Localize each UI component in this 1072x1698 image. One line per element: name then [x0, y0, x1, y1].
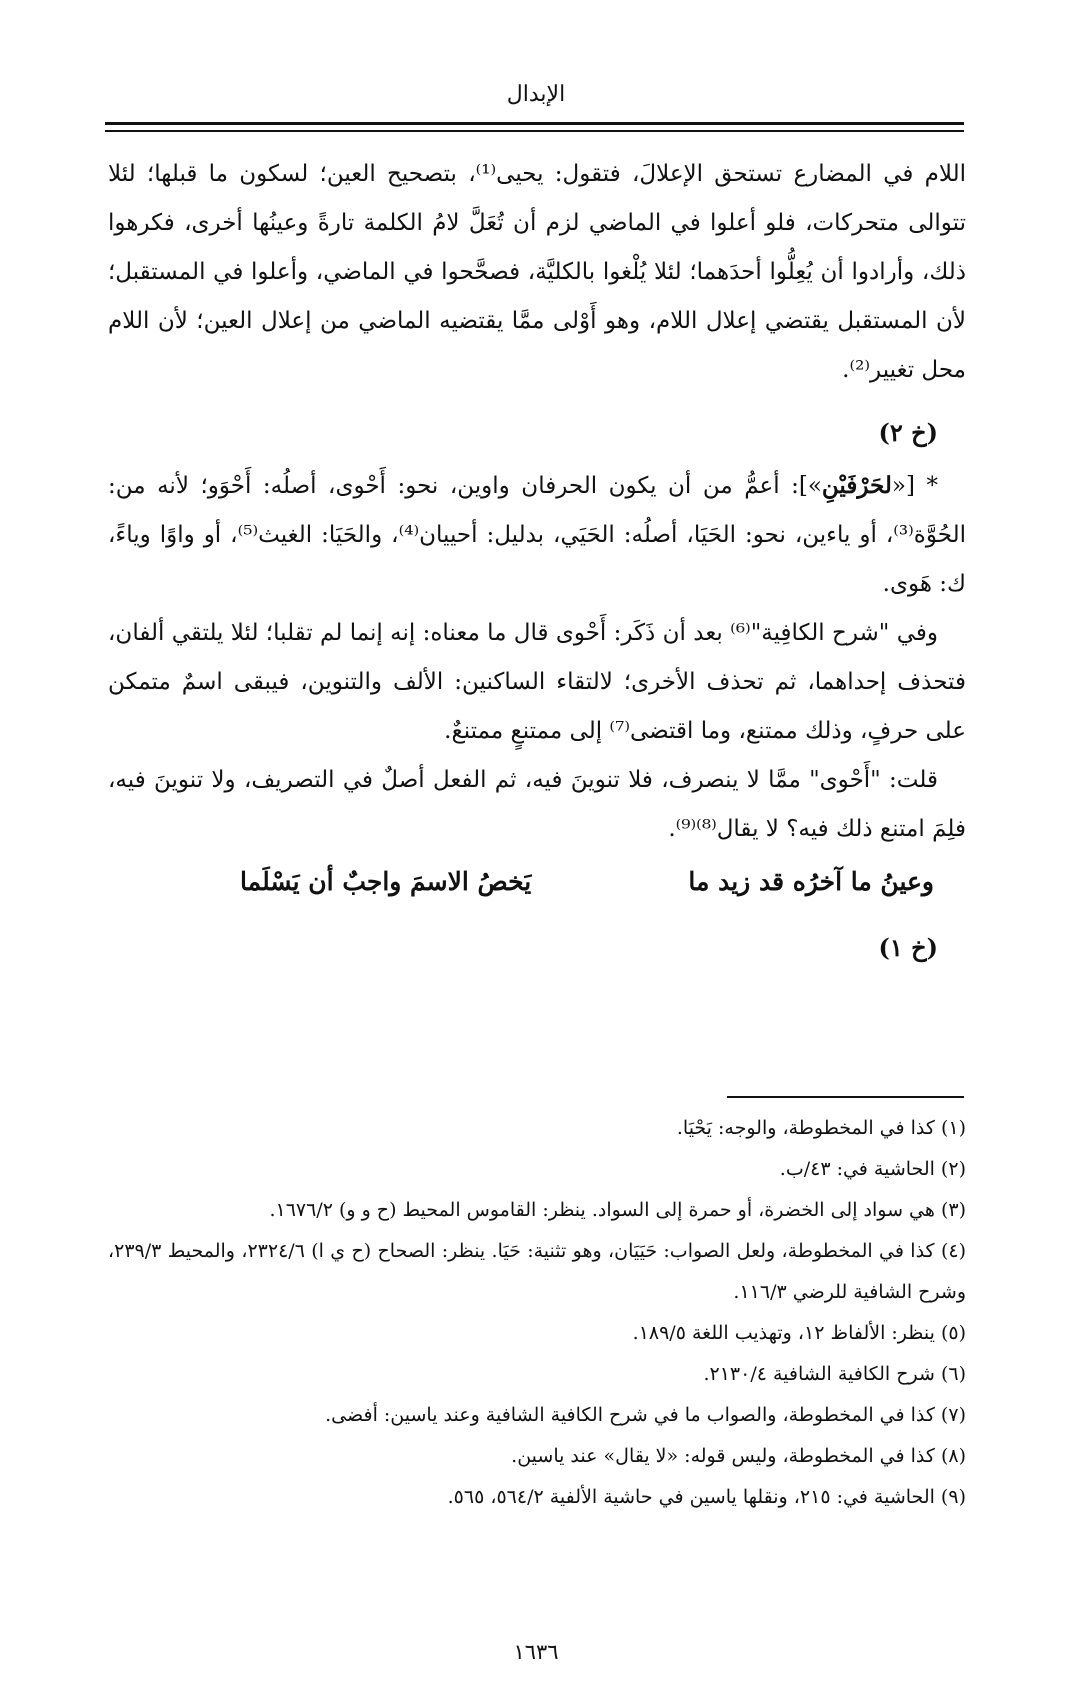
manuscript-marker: (خ ١) [878, 933, 938, 962]
footnote: (٤) كذا في المخطوطة، ولعل الصواب: حَيَيَان، وهو تثنية: حَيَا. ينظر: الصحاح (ح ي ا) ٢٣٢٤/٦، والمحيط ٢٣٩/٣، وشرح الشافية للرضي ١١٦/٣. [108, 1240, 966, 1303]
footnote: (٨) كذا في المخطوطة، وليس قوله: «لا يقال» عند ياسين. [511, 1445, 966, 1467]
header-rule-thick [105, 122, 964, 125]
footnote: (٩) الحاشية في: ٢١٥، ونقلها ياسين في حاشية الألفية ٥٦٤/٢، ٥٦٥. [447, 1486, 966, 1508]
footnote: (٢) الحاشية في: ٤٣/ب. [779, 1158, 966, 1180]
footnote: (٧) كذا في المخطوطة، والصواب ما في شرح الكافية الشافية وعند ياسين: أفضى. [325, 1404, 966, 1426]
header-rule-thin [105, 130, 964, 132]
footnote: (٦) شرح الكافية الشافية ٢١٣٠/٤. [703, 1363, 966, 1385]
footnotes [108, 1108, 966, 1518]
running-header: الإبدال [506, 82, 566, 107]
paragraph-2 [108, 461, 966, 609]
footnote: (٣) هي سواد إلى الخضرة، أو حمرة إلى السواد. ينظر: القاموس المحيط (ح و و) ١٦٧٦/٢. [269, 1199, 966, 1221]
footnote: (٥) ينظر: الألفاظ ١٢، وتهذيب اللغة ١٨٩/٥. [632, 1322, 966, 1344]
paragraph-1: اللام في المضارع تستحق الإعلالَ، فتقول: يحيى⁽¹⁾، بتصحيح العين؛ لسكون ما قبلها؛ لئلا تتوالى متحركات، فلو أعلوا في الماضي لزم أن تُعَلَّ لامُ الكلمة تارةً وعينُها أخرى، فكرهوا ذلك، وأرادوا أن يُعِلُّوا أحدَهما؛ لئلا يُلْغوا بالكليَّة، فصحَّحوا في الماضي، وأعلوا في المستقبل؛ لأن المستقبل يقتضي إعلال اللام، وهو أَوْلى ممَّا يقتضيه الماضي من إعلال العين؛ لأن اللام محل تغيير⁽²⁾. [108, 161, 966, 383]
page-number: ١٦٣٦ [513, 1640, 559, 1664]
verse-line [108, 854, 966, 910]
paragraph-3: وفي "شرح الكافِية"⁽⁶⁾ بعد أن ذَكَر: أَحْوى قال ما معناه: إنه إنما لم تقلبا؛ لئلا يلتقي ألفان، فتحذف إحداهما، ثم تحذف الأخرى؛ لالتقاء الساكنين: الألف والتنوين، فيبقى اسمٌ متمكن على حرفٍ، وذلك ممتنع، وما اقتضى⁽⁷⁾ إلى ممتنعٍ ممتنعٌ. [108, 620, 966, 744]
main-text [108, 150, 966, 976]
paragraph-4: قلت: "أَحْوى" ممَّا لا ينصرف، فلا تنوينَ فيه، ثم الفعل أصلٌ في التصريف، ولا تنوينَ فيه، فلِمَ امتنع ذلك فيه؟ لا يقال⁽⁸⁾⁽⁹⁾. [108, 767, 966, 842]
lemma-word: لحَرْفَيْنِ [821, 472, 892, 499]
paragraph-2-text: »]: أعمُّ من أن يكون الحرفان واوين، نحو: أَحْوى، أصلُه: أَحْوَو؛ لأنه من: الحُوَّة⁽³⁾، أو ياءين، نحو: الحَيَا، أصلُه: الحَيَي، بدليل: أحييان⁽⁴⁾، والحَيَا: الغيث⁽⁵⁾، أو واوًا وياءً، ك: هَوى. [108, 473, 966, 597]
footnote: (١) كذا في المخطوطة، والوجه: يَحْيَا. [676, 1117, 966, 1139]
manuscript-marker: (خ ٢) [878, 418, 938, 447]
verse-first-hemistich: وعينُ ما آخرُه قد زيد ما [688, 867, 934, 896]
entry-star: * [« [891, 473, 938, 499]
footnote-separator [727, 1096, 964, 1098]
verse-second-hemistich: يَخصُ الاسمَ واجبٌ أن يَسْلَما [240, 867, 532, 896]
